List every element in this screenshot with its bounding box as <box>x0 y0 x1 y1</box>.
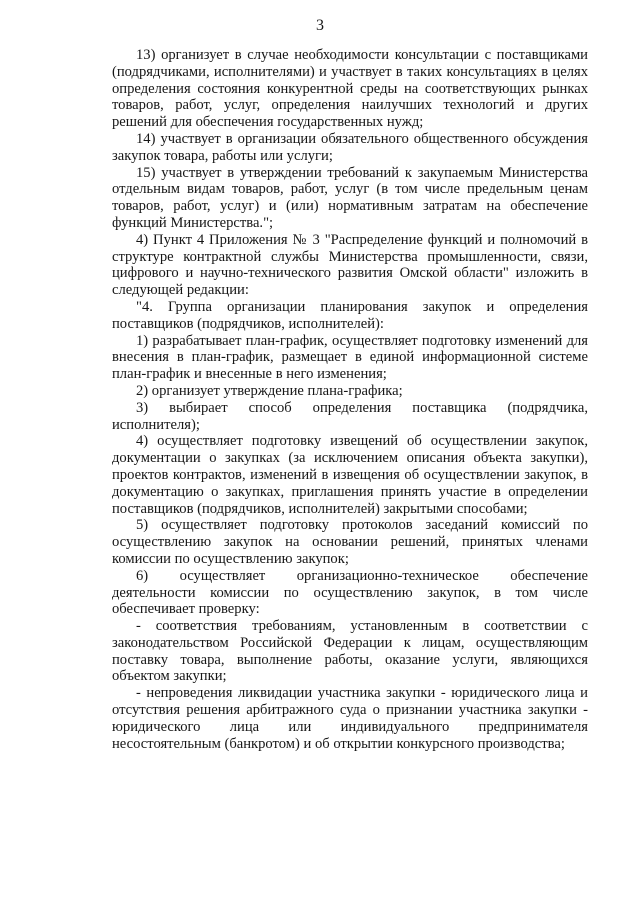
paragraph: 5) осуществляет подготовку протоколов заседаний комиссий по осуществлению закупок на основании решений, принятых членами комиссии по осуществлению закупок; <box>112 517 588 567</box>
paragraph: 6) осуществляет организационно-техническое обеспечение деятельности комиссии по осуществлению закупок, в том числе обеспечивает проверку: <box>112 567 588 618</box>
paragraph: 15) участвует в утверждении требований к закупаемым Министерства отдельным видам товаров, работ, услуг (в том числе предельным ценам товаров, работ, услуг) и (или) нормативным затратам на обеспечение функций Министерства."; <box>112 164 588 231</box>
paragraph: - соответствия требованиям, установленным в соответствии с законодательством Российской Федерации к лицам, осуществляющим поставку товара, выполнение работы, оказание услуги, являющихся объектом закупки; <box>112 618 588 685</box>
paragraph: 2) организует утверждение плана-графика; <box>136 382 403 399</box>
paragraph: "4. Группа организации планирования закупок и определения поставщиков (подрядчиков, исполнителей): <box>112 298 588 332</box>
paragraph: 3) выбирает способ определения поставщика (подрядчика, исполнителя); <box>112 399 588 433</box>
paragraph: 4) осуществляет подготовку извещений об осуществлении закупок, документации о закупках (за исключением описания объекта закупки), проектов контрактов, изменений в извещения об осуществлении закупок, в документацию о закупках, приглашения принять участие в определении поставщиков (подрядчиков, исполнителей) закрытыми способами; <box>112 433 588 517</box>
paragraph: 1) разрабатывает план-график, осуществляет подготовку изменений для внесения в план-график, размещает в единой информационной системе план-график и внесенные в него изменения; <box>112 332 588 383</box>
document-body <box>112 47 588 752</box>
paragraph: 13) организует в случае необходимости консультации с поставщиками (подрядчиками, исполнителями) и участвует в таких консультациях в целях определения состояния конкурентной среды на соответствующих рынках товаров, работ, услуг, определения наилучших технологий и других решений для обеспечения государственных нужд; <box>112 47 588 131</box>
page-number: 3 <box>316 17 324 34</box>
paragraph: 4) Пункт 4 Приложения № 3 "Распределение функций и полномочий в структуре контрактной службы Министерства промышленности, связи, цифрового и научно-технического развития Омской области" изложить в следующей редакции: <box>112 231 588 299</box>
paragraph: 14) участвует в организации обязательного общественного обсуждения закупок товара, работы или услуги; <box>112 130 588 164</box>
paragraph: - непроведения ликвидации участника закупки - юридического лица и отсутствия решения арбитражного суда о признании участника закупки - юридического лица или индивидуального предпринимателя несостоятельным (банкротом) и об открытии конкурсного производства; <box>112 685 588 752</box>
